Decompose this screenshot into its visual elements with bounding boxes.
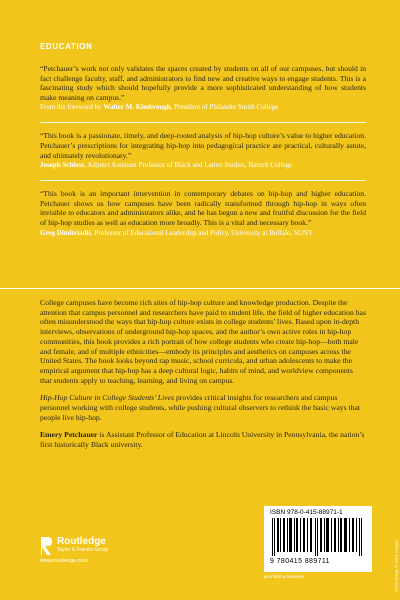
endorsement-text: “Petchauer’s work not only validates the spaces created by students on all of our campuses, but should in fact challenge faculty, staff, and administrators to find new and creative ways to engage students. This is a fascinating study which should hopefully provide a more sophisticated understanding of how students make meaning on campus.” [40,64,366,102]
informa-label: an informa business [264,574,305,579]
book-description [40,298,366,458]
divider [40,180,366,181]
barcode [264,506,372,572]
author-name: Emery Petchauer [40,430,98,440]
isbn-label: ISBN 978-0-415-88971-1 [270,509,343,516]
author-bio-text: is Assistant Professor of Education at Lincoln University in Pennsylvania, the nation’s first historically Black university. [40,430,365,450]
section-divider [0,288,400,289]
endorsement-1 [40,64,366,112]
publisher-group: Taylor & Francis Group [57,547,109,553]
endorsement-attribution [40,161,366,170]
endorsements [40,64,366,248]
attribution-title: , President of Philander Smith College [170,103,279,112]
barcode-digits: 9 780415 889711 [270,558,330,565]
attribution-title: , Professor of Educational Leadership and Policy, University at Buffalo, SUNY [91,228,314,237]
endorsement-2 [40,131,366,170]
attribution-name: Walter M. Kimbrough [103,103,171,112]
cover-credit: Cover image © Getty Images [394,540,399,592]
footer [40,506,370,579]
book-title-italic: Hip-Hop Culture in College Students’ Lives [40,393,175,403]
publisher-name: Routledge [57,536,106,547]
attribution-prefix: From the foreword by [40,103,104,112]
routledge-logo-icon [40,536,53,556]
attribution-name: Joseph Schloss [40,161,85,170]
description-text: provides critical insights for researchers and campus personnel working with college students, while pushing cultural observers to rethink the basic ways that people live hip-hop. [40,393,361,422]
divider [40,122,366,123]
endorsement-3 [40,189,366,237]
category-label: EDUCATION [40,42,93,51]
publisher-logo [40,536,135,562]
author-bio [40,430,366,449]
endorsement-text: “This book is an important intervention in contemporary debates on hip-hop and higher education. Petchauer shows us how campuses have been radically transformed through hip-hop in ways often invisible to educators and administrators alike, and he has begun a new and fruitful discussion for the field of hip-hop studies as well as education more broadly. This is a vital and necessary book.” [40,189,366,227]
attribution-title: , Adjunct Assistant Professor of Black and Latino Studies, Baruch College [84,161,293,170]
barcode-bars-icon [270,518,366,556]
endorsement-attribution [40,103,366,112]
endorsement-attribution [40,229,366,238]
attribution-name: Greg Dimitriadis [40,228,92,237]
publisher-url: www.routledge.com [40,558,88,564]
description-paragraph-2 [40,393,366,422]
description-paragraph: College campuses have become rich sites of hip-hop culture and knowledge production. Despite the attention that campus personnel and researchers have paid to student life, the field of higher education has often misunderstood the ways that hip-hop culture exists in college students’ lives. Based upon in-depth interviews, observations of underground hip-hop spaces, and the author’s own active roles in hip-hop communities, this book provides a rich portrait of how college students who create hip-hop—both male and female, and of multiple ethnicities—embody its principles and aesthetics on campuses across the United States. The book looks beyond rap music, school curricula, and urban adolescents to make the empirical argument that hip-hop has a deep cultural logic, habits of mind, and worldview components that students apply to teaching, learning, and living on campus. [40,298,366,385]
endorsement-text: “This book is a passionate, timely, and deep-rooted analysis of hip-hop culture’s value to higher education. Petchauer’s prescriptions for integrating hip-hop into pedagogical practice are practical, culturally astute, and ultimately revolutionary.” [40,131,366,160]
